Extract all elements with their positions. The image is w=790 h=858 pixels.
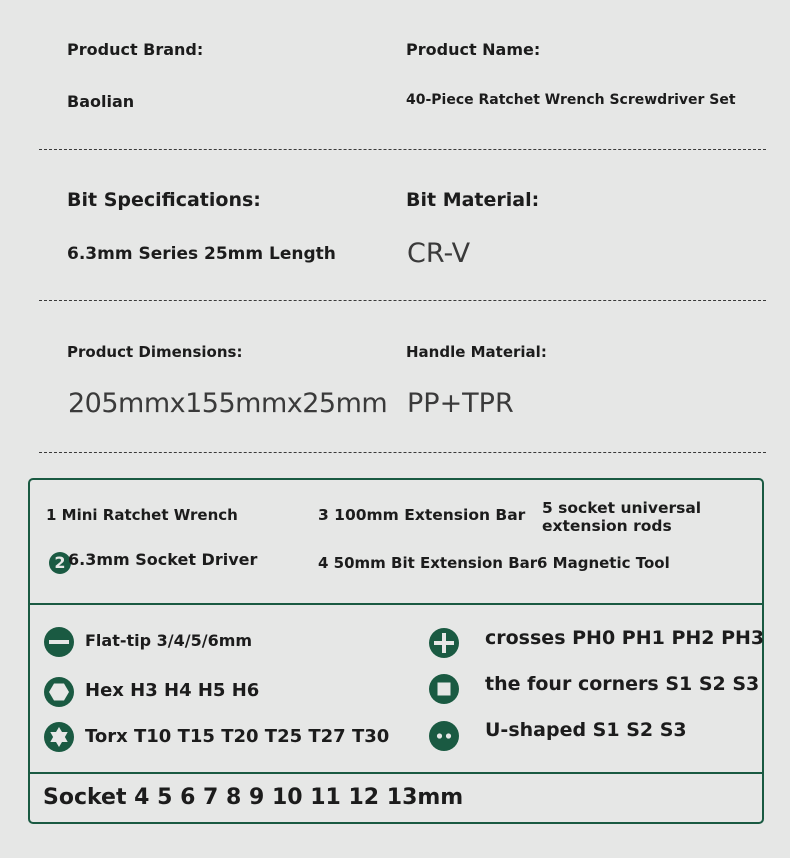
hex-icon: [44, 677, 74, 707]
bit-hex: Hex H3 H4 H5 H6: [85, 680, 260, 701]
accessory-2-number: 2: [54, 553, 66, 572]
contents-box: [28, 478, 764, 824]
bit-spec-value: 6.3mm Series 25mm Length: [67, 244, 336, 264]
bit-cross: crosses PH0 PH1 PH2 PH3: [485, 627, 765, 649]
handle-material-value: PP+TPR: [407, 388, 514, 419]
accessory-3: 3 100mm Extension Bar: [318, 506, 526, 524]
flat-tip-icon: [44, 627, 74, 657]
bit-torx: Torx T10 T15 T20 T25 T27 T30: [85, 726, 390, 747]
brand-value: Baolian: [67, 92, 135, 111]
divider-1: [39, 149, 766, 150]
bit-material-label: Bit Material:: [406, 189, 540, 211]
accessory-6: 6 Magnetic Tool: [537, 554, 670, 572]
accessory-1: 1 Mini Ratchet Wrench: [46, 506, 238, 524]
product-name-value: 40-Piece Ratchet Wrench Screwdriver Set: [406, 92, 736, 108]
accessory-5: 5 socket universal extension rods: [542, 499, 702, 535]
brand-label: Product Brand:: [67, 40, 204, 59]
divider-3: [39, 452, 766, 453]
handle-material-label: Handle Material:: [406, 343, 547, 361]
product-name-label: Product Name:: [406, 40, 541, 59]
square-icon: [429, 674, 459, 704]
socket-sizes: Socket 4 5 6 7 8 9 10 11 12 13mm: [43, 785, 464, 810]
dimensions-value: 205mmx155mmx25mm: [68, 388, 388, 419]
box-divider-1: [30, 603, 762, 605]
accessory-4: 4 50mm Bit Extension Bar: [318, 554, 538, 572]
bit-u-shaped: U-shaped S1 S2 S3: [485, 719, 687, 741]
bit-square: the four corners S1 S2 S3: [485, 673, 760, 695]
accessory-2: 6.3mm Socket Driver: [68, 550, 258, 569]
dimensions-label: Product Dimensions:: [67, 343, 243, 361]
torx-icon: [44, 722, 74, 752]
bit-material-value: CR-V: [407, 238, 471, 269]
box-divider-2: [30, 772, 762, 774]
bit-spec-label: Bit Specifications:: [67, 189, 261, 211]
bit-flat-tip: Flat-tip 3/4/5/6mm: [85, 631, 253, 650]
cross-icon: [429, 628, 459, 658]
divider-2: [39, 300, 766, 301]
u-shaped-icon: [429, 721, 459, 751]
